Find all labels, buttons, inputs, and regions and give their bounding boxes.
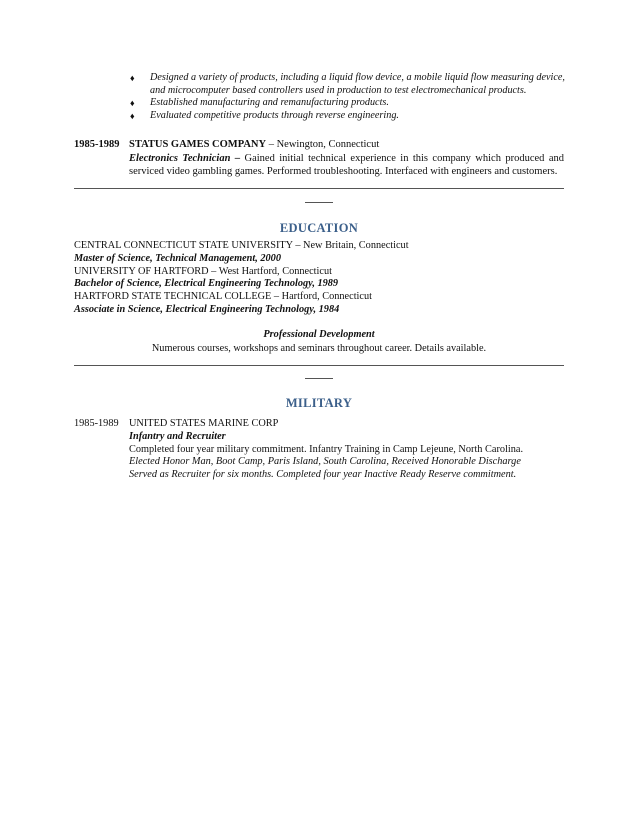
education-heading: EDUCATION (279, 221, 359, 235)
school-location: – New Britain, Connecticut (292, 240, 409, 251)
school-location: – Hartford, Connecticut (271, 291, 372, 303)
military-entry (74, 418, 564, 482)
section-divider (74, 188, 564, 189)
pd-title: Professional Development (263, 329, 375, 340)
section-divider-short (305, 378, 333, 379)
bullet-text: Established manufacturing and remanufacturing products. (150, 97, 389, 109)
professional-development (74, 328, 564, 356)
military-heading: MILITARY (285, 396, 353, 410)
school-name: HARTFORD STATE TECHNICAL COLLEGE (74, 291, 272, 303)
job-title: Electronics Technician – (129, 152, 241, 164)
school-name: UNIVERSITY OF HARTFORD (74, 265, 209, 277)
education-school-line (74, 291, 564, 304)
bullet-item (130, 72, 565, 97)
school-name: CENTRAL CONNECTICUT STATE UNIVERSITY (74, 240, 293, 251)
job-entry (74, 138, 564, 179)
school-location: – West Hartford, Connecticut (208, 265, 332, 277)
military-org: UNITED STATES MARINE CORP (129, 418, 279, 429)
bullet-text: Designed a variety of products, including a liquid flow device, a mobile liquid flow measuring device, and microcomputer based controllers used in production to test electromechanical products. (150, 72, 565, 96)
education-degree: Master of Science, Technical Management, 2000 (74, 252, 281, 264)
job-description: Gained initial technical experience in this company which produced and serviced video gambling games. Performed troubleshooting. Interfaced with engineers and customers. (129, 152, 564, 177)
job-description-block (129, 152, 564, 179)
education-school-line (74, 240, 564, 253)
bullet-text: Evaluated competitive products through reverse engineering. (150, 109, 399, 121)
military-years: 1985-1989 (74, 418, 119, 429)
diamond-bullet-icon: ♦ (130, 73, 135, 83)
job-location: – Newington, Connecticut (266, 139, 380, 150)
education-degree: Bachelor of Science, Electrical Engineering Technology, 1989 (74, 278, 339, 290)
section-divider-short (305, 202, 333, 203)
military-line: Completed four year military commitment. Infantry Training in Camp Lejeune, North Carolina. (129, 443, 524, 455)
military-role: Infantry and Recruiter (129, 430, 226, 442)
job-company: STATUS GAMES COMPANY (129, 139, 267, 150)
diamond-bullet-icon: ♦ (130, 98, 135, 109)
military-line: Served as Recruiter for six months. Completed four year Inactive Ready Reserve commitment. (129, 469, 517, 481)
pd-text: Numerous courses, workshops and seminars throughout career. Details available. (151, 343, 487, 354)
education-list (74, 240, 564, 317)
section-divider (74, 365, 564, 366)
bullet-item (130, 97, 565, 110)
bullet-item (130, 110, 565, 123)
education-degree: Associate in Science, Electrical Engineering Technology, 1984 (74, 303, 340, 315)
experience-bullets (130, 72, 565, 122)
job-years: 1985-1989 (74, 139, 120, 150)
military-line: Elected Honor Man, Boot Camp, Paris Island, South Carolina, Received Honorable Discharge (129, 456, 521, 468)
education-school-line (74, 266, 564, 279)
diamond-bullet-icon: ♦ (130, 110, 135, 121)
